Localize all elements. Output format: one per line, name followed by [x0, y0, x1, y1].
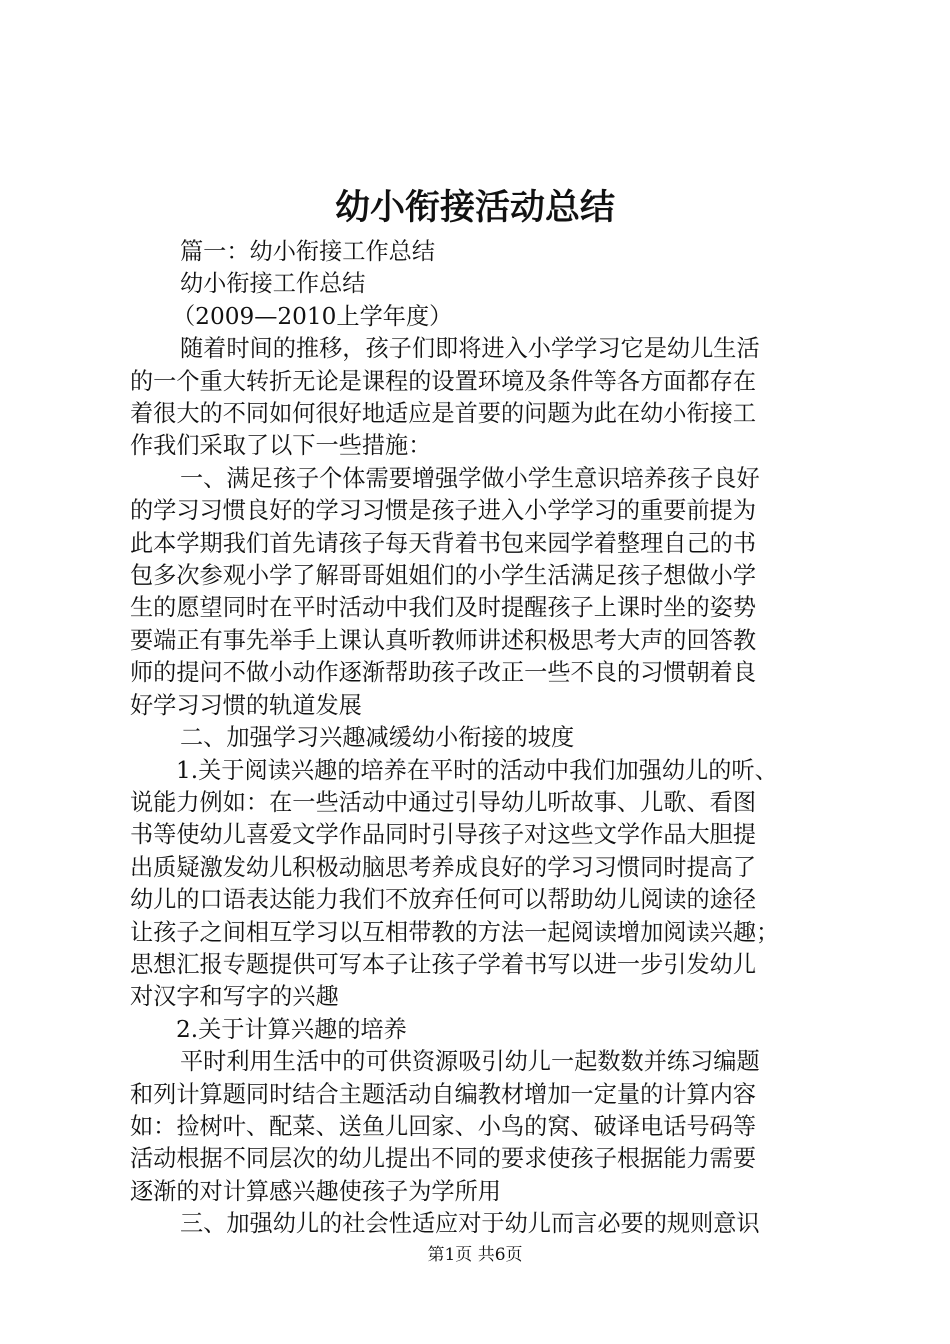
- text-line: 出质疑激发幼儿积极动脑思考养成良好的学习习惯同时提高了: [130, 853, 757, 881]
- page-title: 幼小衔接活动总结: [334, 187, 615, 228]
- text-line: 逐渐的对计算感兴趣使孩子为学所用: [130, 1177, 501, 1205]
- text-line: 说能力例如：在一些活动中通过引导幼儿听故事、儿歌、看图: [130, 788, 757, 816]
- text-line: 随着时间的推移，孩子们即将进入小学学习它是幼儿生活: [180, 335, 760, 363]
- text-line: 好学习习惯的轨道发展: [130, 691, 362, 719]
- text-line: 思想汇报专题提供可写本子让孩子学着书写以进一步引发幼儿: [130, 950, 757, 978]
- text-line: 2.关于计算兴趣的培养: [176, 1015, 407, 1043]
- text-line: 平时利用生活中的可供资源吸引幼儿一起数数并练习编题: [180, 1048, 760, 1076]
- text-line: 对汉字和写字的兴趣: [130, 983, 339, 1011]
- text-line: 要端正有事先举手上课认真听教师讲述积极思考大声的回答教: [130, 626, 757, 654]
- text-line: （2009—2010上学年度）: [172, 302, 453, 330]
- text-line: 二、加强学习兴趣减缓幼小衔接的坡度: [180, 724, 575, 752]
- text-line: 一、满足孩子个体需要增强学做小学生意识培养孩子良好: [180, 464, 760, 492]
- text-line: 师的提问不做小动作逐渐帮助孩子改正一些不良的习惯朝着良: [130, 659, 757, 687]
- page-footer: 第1页 共6页: [427, 1245, 523, 1265]
- text-line: 的一个重大转折无论是课程的设置环境及条件等各方面都存在: [130, 367, 757, 395]
- text-line: 的学习习惯良好的学习习惯是孩子进入小学学习的重要前提为: [130, 497, 757, 525]
- text-line: 着很大的不同如何很好地适应是首要的问题为此在幼小衔接工: [130, 400, 757, 428]
- text-line: 和列计算题同时结合主题活动自编教材增加一定量的计算内容: [130, 1080, 757, 1108]
- text-line: 1.关于阅读兴趣的培养在平时的活动中我们加强幼儿的听、: [176, 756, 778, 784]
- text-line: 包多次参观小学了解哥哥姐姐们的小学生活满足孩子想做小学: [130, 562, 757, 590]
- document-body: [130, 236, 826, 1241]
- text-line: 活动根据不同层次的幼儿提出不同的要求使孩子根据能力需要: [130, 1145, 757, 1173]
- text-line: 篇一：幼小衔接工作总结: [180, 238, 436, 265]
- text-line: 让孩子之间相互学习以互相带教的方法一起阅读增加阅读兴趣；: [130, 918, 780, 946]
- text-line: 此本学期我们首先请孩子每天背着书包来园学着整理自己的书: [130, 529, 757, 557]
- text-line: 作我们采取了以下一些措施：: [130, 432, 432, 460]
- text-line: 幼小衔接工作总结: [180, 270, 366, 298]
- text-line: 如：捡树叶、配菜、送鱼儿回家、小鸟的窝、破译电话号码等: [130, 1112, 757, 1140]
- text-line: 幼儿的口语表达能力我们不放弃任何可以帮助幼儿阅读的途径: [130, 886, 757, 914]
- text-line: 生的愿望同时在平时活动中我们及时提醒孩子上课时坐的姿势: [130, 594, 757, 622]
- text-line: 书等使幼儿喜爱文学作品同时引导孩子对这些文学作品大胆提: [130, 821, 757, 849]
- text-line: 三、加强幼儿的社会性适应对于幼儿而言必要的规则意识: [180, 1210, 760, 1238]
